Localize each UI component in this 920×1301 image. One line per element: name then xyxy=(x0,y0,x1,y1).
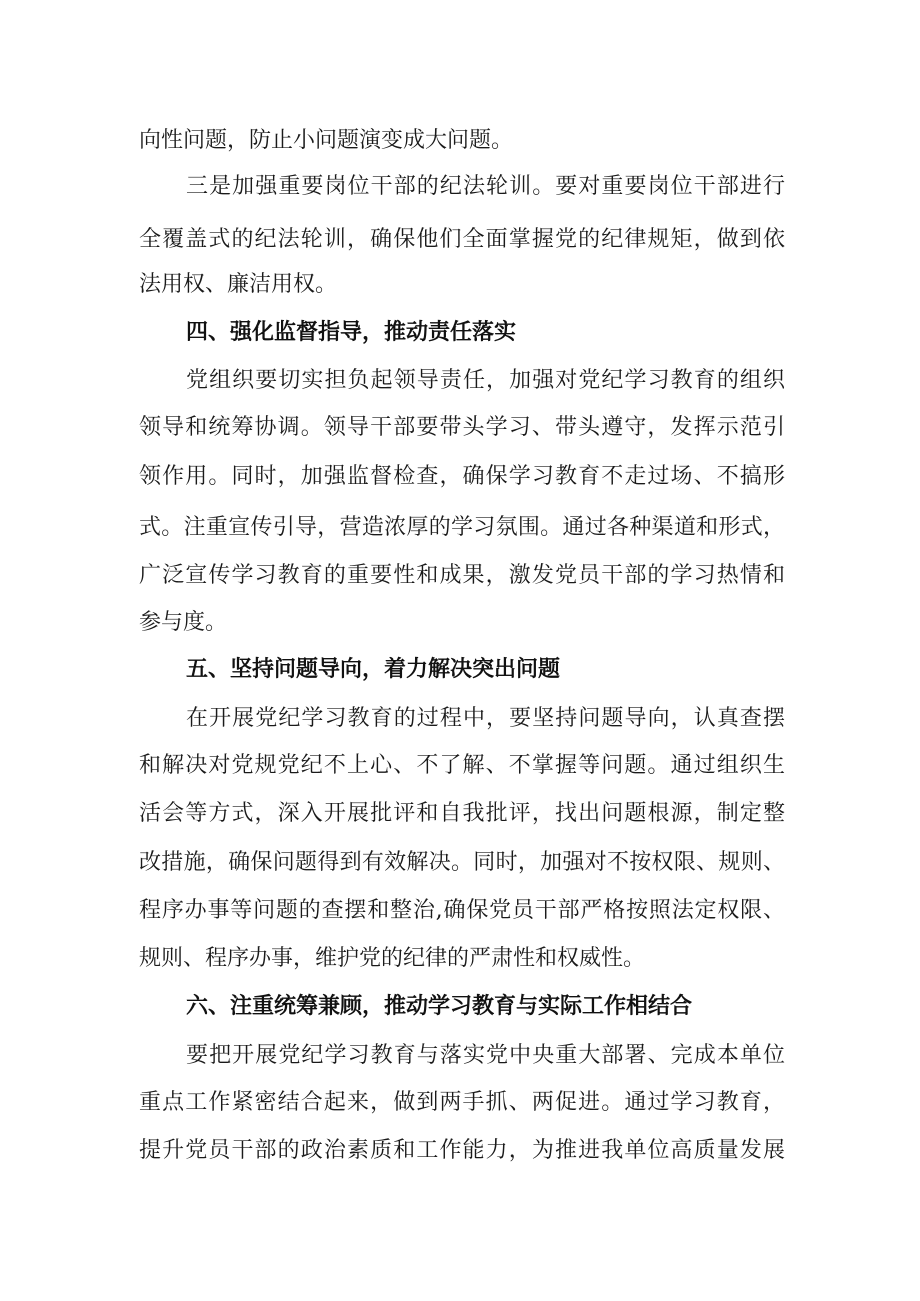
body-text-line: 重点工作紧密结合起来，做到两手抓、两促进。通过学习教育， xyxy=(139,1090,785,1115)
body-text-line: 法用权、廉洁用权。 xyxy=(139,272,338,297)
section-heading: 五、坚持问题导向，着力解决突出问题 xyxy=(186,657,561,682)
section-heading: 六、注重统筹兼顾，推动学习教育与实际工作相结合 xyxy=(186,994,693,1019)
body-text-line: 党组织要切实担负起领导责任，加强对党纪学习教育的组织 xyxy=(186,368,785,393)
body-text-line: 参与度。 xyxy=(139,610,228,635)
body-text-line: 程序办事等问题的查摆和整治,确保党员干部严格按照法定权限、 xyxy=(139,898,785,923)
body-text-line: 和解决对党规党纪不上心、不了解、不掌握等问题。通过组织生 xyxy=(139,753,785,778)
body-text-line: 在开展党纪学习教育的过程中，要坚持问题导向，认真查摆 xyxy=(186,706,785,731)
body-text-line: 向性问题，防止小问题演变成大问题。 xyxy=(139,128,514,153)
body-text-line: 广泛宣传学习教育的重要性和成果，激发党员干部的学习热情和 xyxy=(139,563,785,588)
body-text-line: 全覆盖式的纪法轮训，确保他们全面掌握党的纪律规矩，做到依 xyxy=(139,227,785,252)
body-text-line: 领作用。同时，加强监督检查，确保学习教育不走过场、不搞形 xyxy=(139,464,785,489)
body-text-line: 领导和统筹协调。领导干部要带头学习、带头遵守，发挥示范引 xyxy=(139,415,785,440)
body-text-line: 式。注重宣传引导，营造浓厚的学习氛围。通过各种渠道和形式， xyxy=(139,515,785,540)
body-text-line: 规则、程序办事，维护党的纪律的严肃性和权威性。 xyxy=(139,946,646,971)
body-text-line: 改措施，确保问题得到有效解决。同时，加强对不按权限、规则、 xyxy=(139,850,785,875)
body-text-line: 三是加强重要岗位干部的纪法轮训。要对重要岗位干部进行 xyxy=(186,174,785,199)
body-text-line: 活会等方式，深入开展批评和自我批评，找出问题根源，制定整 xyxy=(139,801,785,826)
body-text-line: 要把开展党纪学习教育与落实党中央重大部署、完成本单位 xyxy=(186,1043,785,1068)
body-text-line: 提升党员干部的政治素质和工作能力，为推进我单位高质量发展 xyxy=(139,1138,785,1163)
section-heading: 四、强化监督指导，推动责任落实 xyxy=(186,320,517,345)
